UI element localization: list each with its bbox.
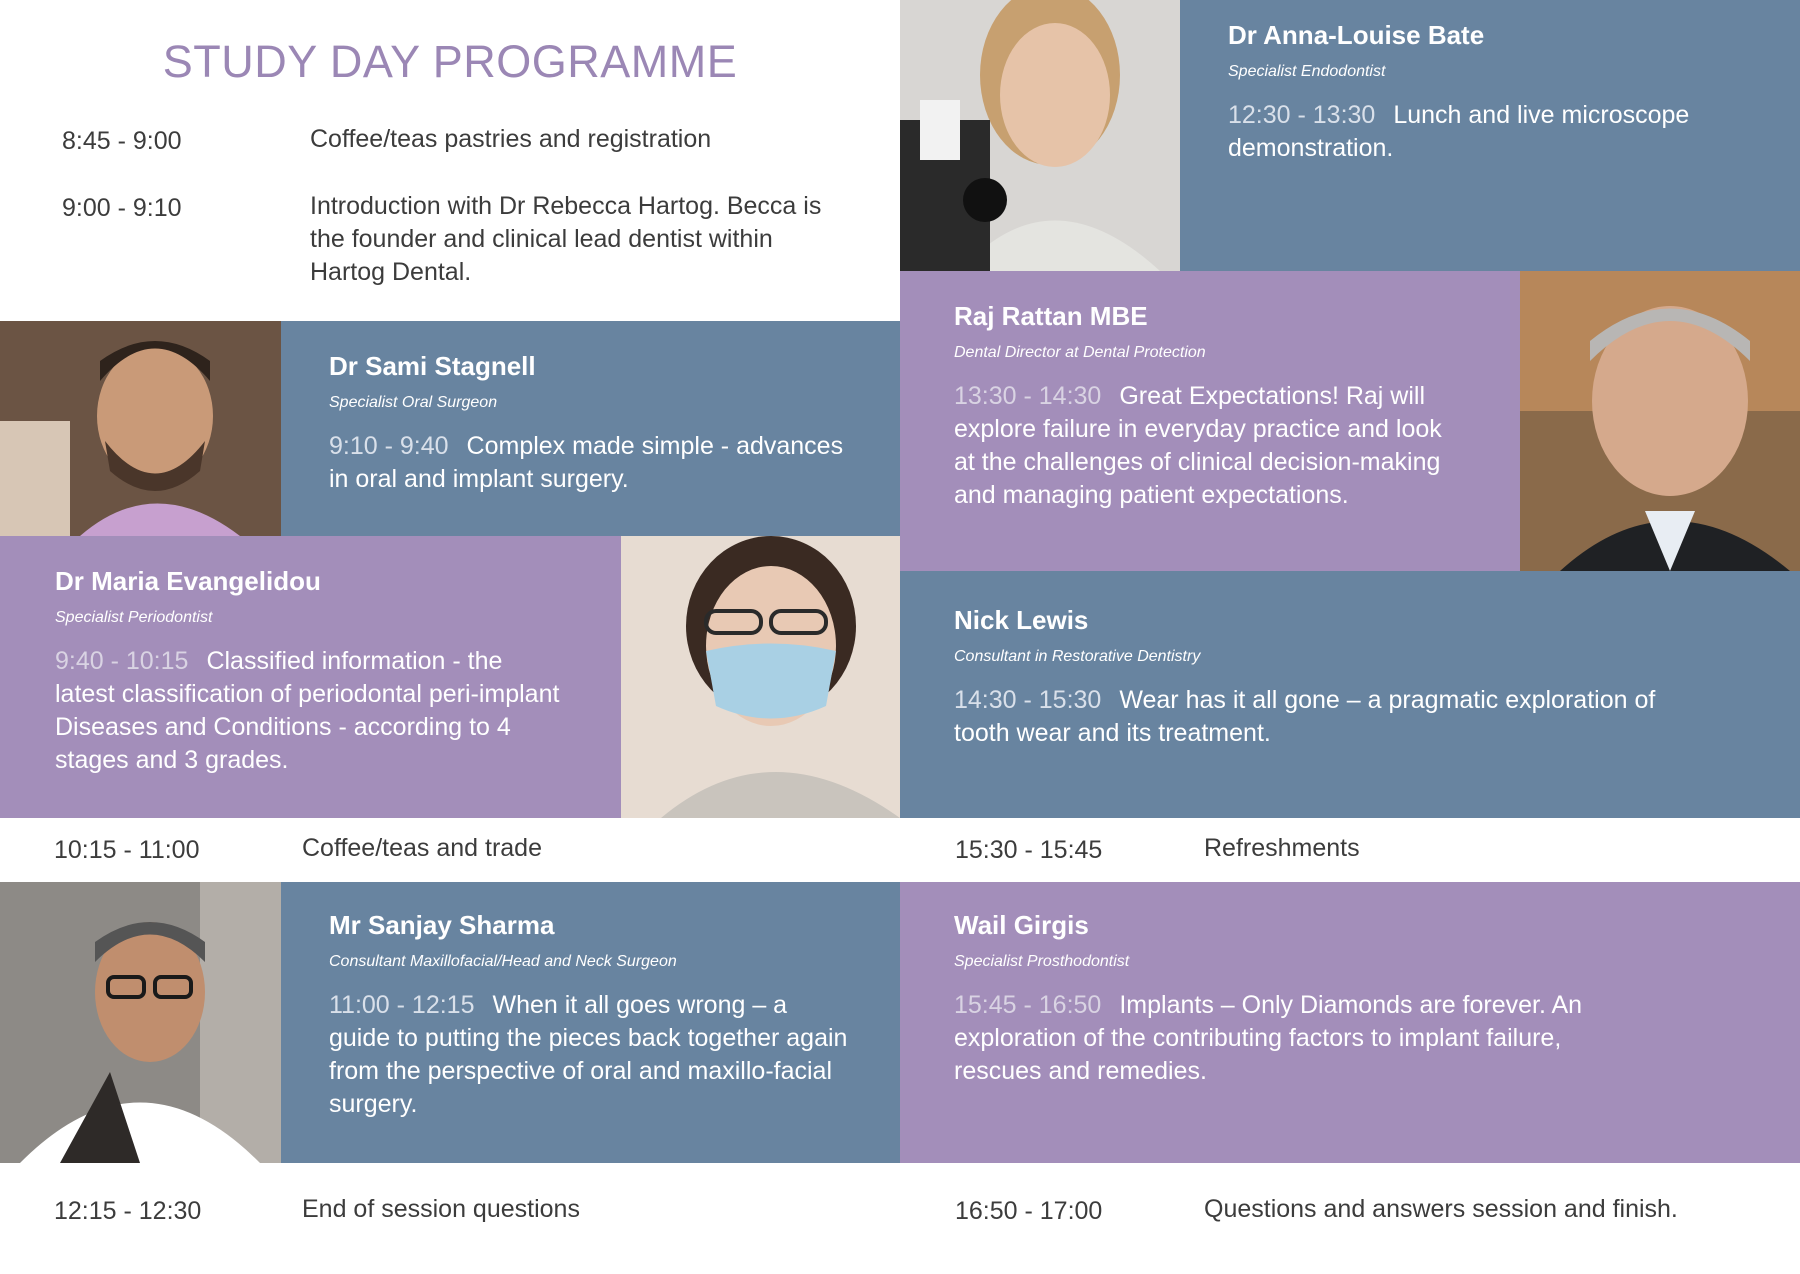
session-time: 12:30 - 13:30 <box>1228 101 1376 129</box>
speaker-role: Consultant in Restorative Dentistry <box>954 648 1201 665</box>
speaker-name: Wail Girgis <box>954 910 1089 940</box>
session-description: Implants – Only Diamonds are forever. An exploration of the contributing factors to implant failure, rescues and remedies. <box>954 991 1583 1085</box>
schedule-text: Coffee/teas pastries and registration <box>310 125 712 153</box>
speaker-role: Specialist Oral Surgeon <box>329 394 498 411</box>
session-description: Lunch and live microscope demonstration. <box>1228 101 1690 162</box>
session-description: Wear has it all gone – a pragmatic exploration of tooth wear and its treatment. <box>954 686 1656 747</box>
session-description: Classified information - the latest classification of periodontal peri-implant Diseases and Conditions - according to 4 stages and 3 grades. <box>55 647 560 774</box>
speaker-name: Mr Sanjay Sharma <box>329 910 555 940</box>
speaker-panel-raj <box>900 271 1520 571</box>
session-time: 15:45 - 16:50 <box>954 991 1102 1019</box>
speaker-role: Consultant Maxillofacial/Head and Neck Surgeon <box>329 953 677 970</box>
speaker-name: Dr Sami Stagnell <box>329 351 536 381</box>
speaker-role: Specialist Prosthodontist <box>954 953 1130 970</box>
session-time: 9:10 - 9:40 <box>329 432 449 460</box>
schedule-text: Introduction with Dr Rebecca Hartog. Becca is the founder and clinical lead dentist within Hartog Dental. <box>310 192 822 286</box>
speaker-role: Specialist Periodontist <box>55 609 213 626</box>
speaker-photo-sanjay <box>0 882 281 1163</box>
speaker-panel-maria <box>0 536 621 818</box>
speaker-panel-sami <box>281 321 900 536</box>
speaker-name: Dr Maria Evangelidou <box>55 566 321 596</box>
speaker-panel-anna <box>1180 0 1800 271</box>
session-description: Complex made simple - advances in oral and implant surgery. <box>329 432 844 493</box>
break-text: Questions and answers session and finish. <box>1204 1195 1678 1223</box>
speaker-photo-maria <box>621 536 900 818</box>
break-text: End of session questions <box>302 1195 580 1223</box>
break-text: Coffee/teas and trade <box>302 834 542 862</box>
session-description: When it all goes wrong – a guide to putting the pieces back together again from the perspective of oral and maxillo-facial surgery. <box>329 991 848 1118</box>
schedule-time: 8:45 - 9:00 <box>62 127 182 155</box>
session-time: 9:40 - 10:15 <box>55 647 189 675</box>
speaker-panel-nick <box>900 571 1800 818</box>
session-time: 13:30 - 14:30 <box>954 382 1102 410</box>
session-time: 11:00 - 12:15 <box>329 991 475 1019</box>
speaker-name: Nick Lewis <box>954 605 1089 635</box>
speaker-name: Raj Rattan MBE <box>954 301 1148 331</box>
break-time: 16:50 - 17:00 <box>955 1197 1103 1225</box>
break-time: 12:15 - 12:30 <box>54 1197 202 1225</box>
speaker-panel-wail <box>900 882 1800 1163</box>
break-text: Refreshments <box>1204 834 1360 862</box>
page-title: STUDY DAY PROGRAMME <box>162 36 738 87</box>
break-time: 15:30 - 15:45 <box>955 836 1103 864</box>
break-time: 10:15 - 11:00 <box>54 836 200 864</box>
session-description: Great Expectations! Raj will explore failure in everyday practice and look at the challenges of clinical decision-making and managing patient expectations. <box>954 382 1442 509</box>
speaker-photo-sami <box>0 321 281 536</box>
speaker-name: Dr Anna-Louise Bate <box>1228 20 1485 50</box>
speaker-photo-anna <box>900 0 1180 271</box>
speaker-panel-sanjay <box>281 882 900 1163</box>
speaker-photo-raj <box>1520 271 1800 571</box>
session-time: 14:30 - 15:30 <box>954 686 1102 714</box>
speaker-role: Specialist Endodontist <box>1228 63 1386 80</box>
schedule-time: 9:00 - 9:10 <box>62 194 182 222</box>
speaker-role: Dental Director at Dental Protection <box>954 344 1206 361</box>
